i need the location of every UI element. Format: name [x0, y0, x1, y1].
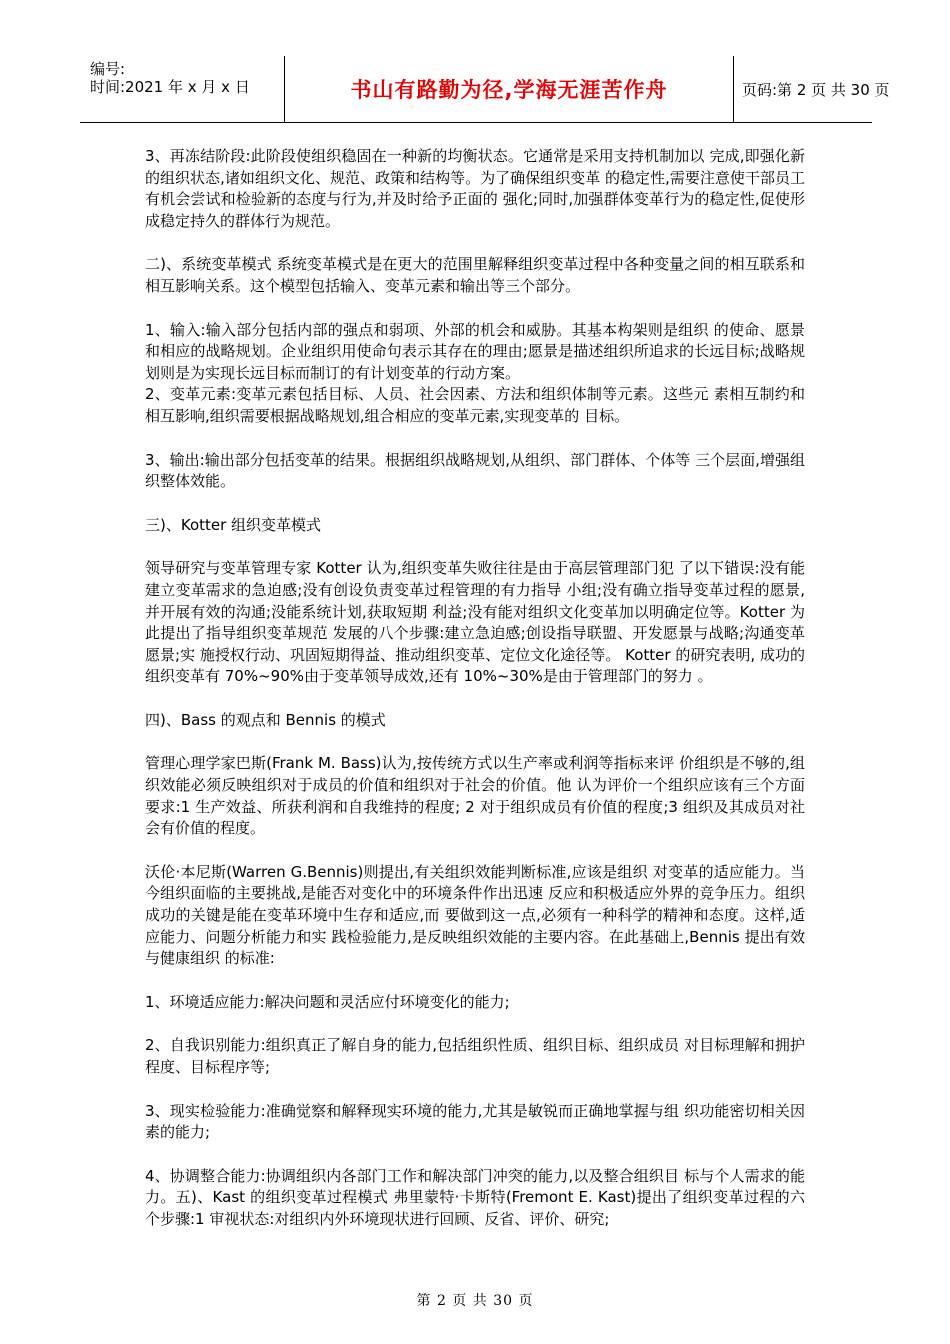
paragraph-input: 1、输入:输入部分包括内部的强点和弱项、外部的机会和威胁。其基本构架则是组织 的使命、愿景和相应的战略规划。企业组织用使命句表示其存在的理由;愿景是描述组织所追求的长远目标;战略规划则是为实现长远目标而制订的有计划变革的行动方案。 — [145, 320, 805, 382]
paragraph-output: 3、输出:输出部分包括变革的结果。根据组织战略规划,从组织、部门群体、个体等 三个层面,增强组织整体效能。 — [145, 450, 805, 491]
document-number-label: 编号: — [90, 60, 126, 78]
header-page-cell — [732, 56, 890, 122]
page-header — [80, 56, 890, 123]
list-item-reality-testing: 3、现实检验能力:准确觉察和解释现实环境的能力,尤其是敏锐而正确地掌握与组 织功能密切相关因素的能力; — [145, 1101, 805, 1142]
paragraph-kotter: 领导研究与变革管理专家 Kotter 认为,组织变革失败往往是由于高层管理部门犯 了以下错误:没有能建立变革需求的急迫感;没有创设负责变革过程管理的有力指导 小组;没有确立指导变革过程的愿景,并开展有效的沟通;没能系统计划,获取短期 利益;没有能对组织文化变革加以明确定位等。Kotter 为此提出了指导组织变革规范 发展的八个步骤:建立急迫感;创设指导联盟、开发愿景与战略;沟通变革愿景;实 施授权行动、巩固短期得益、推动组织变革、定位文化途径等。 Kotter 的研究表明, 成功的组织变革有 70%~90%由于变革领导成效,还有 10%~30%是由于管理部门的努力 。 — [145, 559, 805, 686]
header-slogan: 书山有路勤为径,学海无涯苦作舟 — [350, 78, 668, 102]
paragraph-bennis: 沃伦·本尼斯(Warren G.Bennis)则提出,有关组织效能判断标准,应该是组织 对变革的适应能力。当今组织面临的主要挑战,是能否对变化中的环境条件作出迅速 反应和积极适应外界的竞争压力。组织成功的关键是能在变革环境中生存和适应,而 要做到这一点,必须有一种科学的精神和态度。这样,适应能力、问题分析能力和实 践检验能力,是反映组织效能的主要内容。在此基础上,Bennis 提出有效与健康组织 的标准: — [145, 862, 805, 968]
document-body — [145, 146, 805, 1253]
page-footer: 第 2 页 共 30 页 — [416, 1293, 534, 1309]
document-time-label: 时间:2021 年 x 月 x 日 — [90, 78, 250, 96]
section-heading-bass-bennis: 四)、Bass 的观点和 Bennis 的模式 — [145, 710, 386, 729]
header-page-info: 页码:第 2 页 共 30 页 — [742, 80, 890, 99]
list-item-coordination-integration: 4、协调整合能力:协调组织内各部门工作和解决部门冲突的能力,以及整合组织目 标与个人需求的能力。五)、Kast 的组织变革过程模式 弗里蒙特·卡斯特(Fremont E. Kast)提出了组织变革过程的六个步骤:1 审视状态:对组织内外环境现状进行回顾、反省、评价、研究; — [145, 1166, 805, 1228]
list-item-self-identification: 2、自我识别能力:组织真正了解自身的能力,包括组织性质、组织目标、组织成员 对目标理解和拥护程度、目标程序等; — [145, 1036, 805, 1076]
list-item-environment-adaptation: 1、环境适应能力:解决问题和灵活应付环境变化的能力; — [145, 992, 510, 1011]
paragraph-bass: 管理心理学家巴斯(Frank M. Bass)认为,按传统方式以生产率或利润等指标来评 价组织是不够的,组织效能必须反映组织对于成员的价值和组织对于社会的价值。他 认为评价一个组织应该有三个方面要求:1 生产效益、所获利润和自我维持的程度; 2 对于组织成员有价值的程度;3 组织及其成员对社会有价值的程度。 — [145, 754, 805, 838]
header-slogan-cell — [284, 56, 734, 122]
paragraph-refreezing-stage: 3、再冻结阶段:此阶段使组织稳固在一种新的均衡状态。它通常是采用支持机制加以 完成,即强化新的组织状态,诸如组织文化、规范、政策和结构等。为了确保组织变革 的稳定性,需要注意使干部员工有机会尝试和检验新的态度与行为,并及时给予正面的 强化;同时,加强群体变革行为的稳定性,促使形成稳定持久的群体行为规范。 — [145, 147, 805, 230]
paragraph-change-elements: 2、变革元素:变革元素包括目标、人员、社会因素、方法和组织体制等元素。这些元 素相互制约和相互影响,组织需要根据战略规划,组合相应的变革元素,实现变革的 目标。 — [145, 385, 805, 425]
header-meta — [80, 56, 280, 122]
paragraph-system-change-model: 二)、系统变革模式 系统变革模式是在更大的范围里解释组织变革过程中各种变量之间的相互联系和 相互影响关系。这个模型包括输入、变革元素和输出等三个部分。 — [145, 255, 805, 295]
section-heading-kotter: 三)、Kotter 组织变革模式 — [145, 515, 322, 534]
